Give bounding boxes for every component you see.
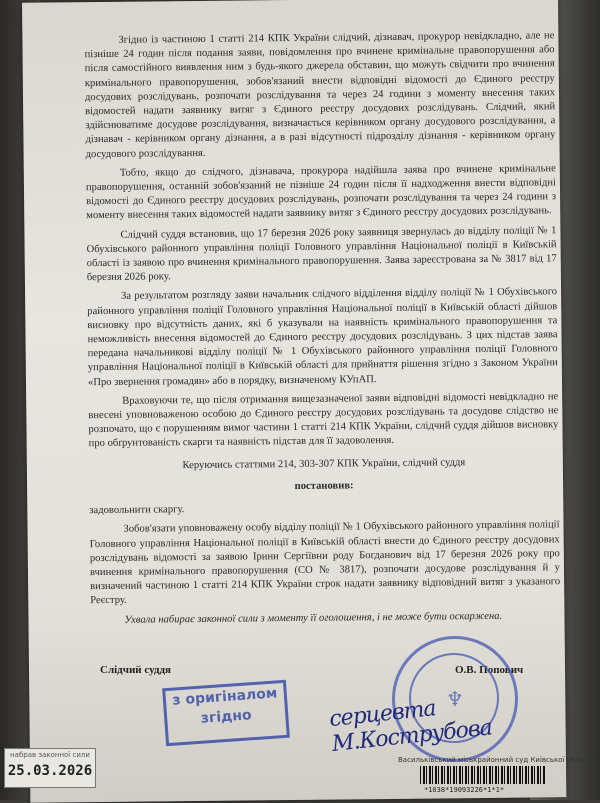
stamp-line-1: з оригіналом <box>171 685 278 709</box>
copy-certified-stamp <box>162 680 290 747</box>
signature-name: О.В. Попович <box>455 664 524 676</box>
effective-date-value: 25.03.2026 <box>7 763 93 779</box>
resolution-2: Зобов'язати уповноважену особу відділу поліції № 1 Обухівського районного управління поліції Головного управління Національної поліції в Київській області внести до Єдиного реєстру досудових розслідувань відомості за заявою Ірини Сергіївни роду Богданович від 17 березня 2026 року про вчинення кримінального правопорушення (СО № 3817), розпочати досудове розслідування й у визначений частиною 1 статті 214 КПК України строк надати заявнику відповідний витяг з указаного Реєстру. <box>89 519 561 607</box>
paragraph-3: Слідчий суддя встановив, що 17 березня 2026 року заявниця звернулась до відділу поліції № 1 Обухівського районного управління поліції Головного управління Національної поліції в Київській області із заявою про вчинення кримінального правопорушення. Заява зареєстрована за № 3817 від 17 березня 2026 року. <box>86 224 557 284</box>
barcode-text: *1038*19093226*1*1* <box>424 786 505 794</box>
barcode-icon <box>420 766 546 784</box>
paragraph-5: Враховуючи те, що після отримання вищезазначеної заяви відповідні відомості невідкладно не внесені уповноваженою особою до Єдиного реєстру досудових розслідувань та досудове слідство не розпочато, що є порушенням вимог частини 1 статті 214 КПК України, слідчий суддя дійшов висновку про обґрунтованість скарги та наявність підстав для її задоволення. <box>88 391 559 450</box>
resolution-1: задовольнити скаргу. <box>89 504 185 517</box>
document-body <box>84 29 560 633</box>
paragraph-1: Згідно із частиною 1 статті 214 КПК України слідчий, дізнавач, прокурор невідкладно, але не пізніше 24 годин після подання заяви, повідомлення про вчинене кримінальне правопорушення або після самостійного виявлення ним з будь-якого джерела обставин, що можуть свідчити про вчинення кримінального правопорушення, зобов'язаний внести відповідні відомості до Єдиного реєстру досудових розслідувань, розпочати розслідування та через 24 години з моменту внесення таких відомостей надати заявнику витяг з Єдиного реєстру досудових розслідувань. Слідчий, який здійснюватиме досудове розслідування, визначається керівником органу досудового розслідування, а дізнавач - керівником органу дізнання, а в разі відсутності підрозділу дізнання - керівником органу досудового розслідування. <box>84 30 556 160</box>
paragraph-4: За результатом розгляду заяви начальник слідчого відділення відділу поліції № 1 Обухівського районного управління поліції Головного управління Національної поліції в Київській області дійшов висновку про відсутність даних, які б указували на наявність кримінального правопорушення та неможливість внесення відомостей до Єдиного реєстру досудових розслідувань. З цих підстав заява передана начальникові відділу поліції № 1 Обухівського районного управління поліції Головного управління Національної поліції в Київській області для прийняття рішення згідно з Законом України «Про звернення громадян» або в порядку, визначеному КУпАП. <box>87 286 558 388</box>
handwritten-signature: серцевта М.Кострубова <box>328 696 493 757</box>
court-label: Васильківський міськрайонний суд Київської області <box>398 756 594 764</box>
effective-date-label: набрав законної сили <box>10 751 90 759</box>
paragraph-2: Тобто, якщо до слідчого, дізнавача, прокурора надійшла заява про вчинене кримінальне правопорушення, останній зобов'язаний не пізніше 24 годин після її надходження внести відповідні відомості до Єдиного реєстру досудових розслідувань, розпочати розслідування та через 24 години з моменту внесення таких відомостей надати заявнику витяг з Єдиного реєстру досудових розслідувань. <box>85 163 557 222</box>
final-note: Ухвала набирає законної сили з моменту її оголошення, і не може бути оскаржена. <box>124 610 503 626</box>
decision-heading: постановив: <box>294 480 354 492</box>
stamp-line-2: згідно <box>200 707 253 727</box>
effective-date-stamp <box>4 748 96 788</box>
trident-icon: ♆ <box>446 687 464 711</box>
guided-by-line: Керуючись статтями 214, 303-307 КПК України, слідчий суддя <box>182 456 466 471</box>
signature-role: Слідчий суддя <box>100 664 171 676</box>
